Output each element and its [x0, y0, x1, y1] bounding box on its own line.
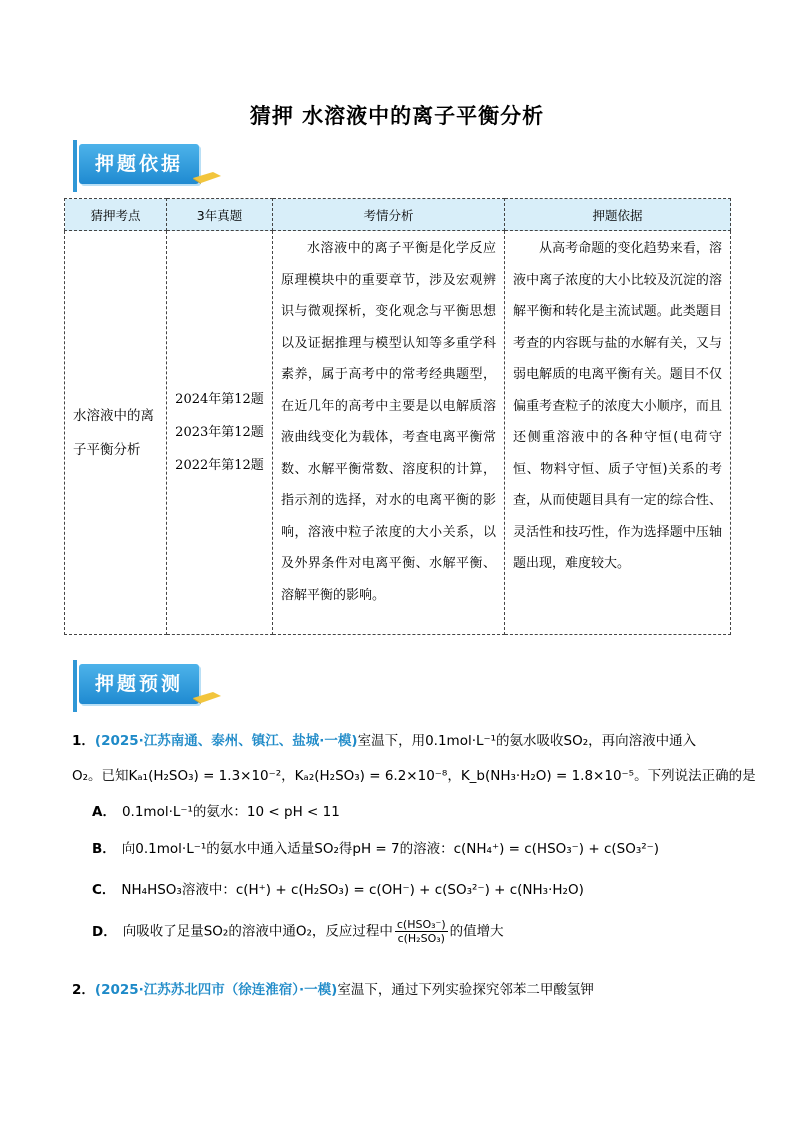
question-1-stem-cont: O₂。已知Kₐ₁(H₂SO₃) = 1.3×10⁻²，Kₐ₂(H₂SO₃) = 6.2×10⁻⁸，K_b(NH₃·H₂O) = 1.8×10⁻⁵。下列说法正确的是: [72, 768, 756, 784]
question-source: (2025·江苏南通、泰州、镇江、盐城·一模): [94, 733, 358, 749]
question-source: (2025·江苏苏北四市（徐连淮宿）·一模): [94, 982, 338, 998]
cell-years: [167, 231, 273, 635]
question-text: 室温下，通过下列实验探究邻苯二甲酸氢钾: [337, 982, 594, 998]
page-title: 猜押 水溶液中的离子平衡分析: [249, 104, 545, 128]
fraction: $\frac{\text{c(HSO₃⁻)}}{\text{c(H₂SO₃)}}$: [396, 918, 446, 945]
exam-basis-table: [64, 198, 731, 635]
book-icon: [193, 690, 221, 704]
section-badge-basis: [73, 140, 228, 196]
option-a[interactable]: A． 0.1mol·L⁻¹的氨水：10 < pH < 11: [92, 804, 340, 820]
cell-basis: 从高考命题的变化趋势来看，溶液中离子浓度的大小比较及沉淀的溶解平衡和转化是主流试题。此类题目考查的内容既与盐的水解有关，又与弱电解质的电离平衡有关。题目不仅偏重考查粒子的浓度大小顺序，而且还侧重溶液中的各种守恒(电荷守恒、物料守恒、质子守恒)关系的考查，从而使题目具有一定的综合性、灵活性和技巧性，作为选择题中压轴题出现，难度较大。: [505, 231, 731, 635]
header-analysis: 考情分析: [273, 199, 505, 231]
option-b[interactable]: B． 向0.1mol·L⁻¹的氨水中通入适量SO₂得pH = 7的溶液：c(NH₄⁺) = c(HSO₃⁻) + c(SO₃²⁻): [92, 841, 660, 857]
section-badge-label: 押题预测: [79, 664, 199, 704]
year-item: 2024年第12题: [175, 392, 264, 407]
question-2-stem: [72, 978, 594, 998]
section-badge-prediction: [73, 660, 228, 716]
option-d[interactable]: D． 向吸收了足量SO₂的溶液中通O₂，反应过程中 $\frac{\text{c(HSO₃⁻)}}{\text{c(H₂SO₃)}}$ 的值增大: [92, 918, 504, 945]
question-number: 1．: [72, 733, 95, 749]
year-item: 2022年第12题: [175, 458, 264, 473]
header-basis: 押题依据: [505, 199, 731, 231]
cell-topic: 水溶液中的离子平衡分析: [65, 231, 167, 635]
option-c[interactable]: C． NH₄HSO₃溶液中：c(H⁺) + c(H₂SO₃) = c(OH⁻) + c(SO₃²⁻) + c(NH₃·H₂O): [92, 882, 584, 898]
question-1-stem: [72, 729, 696, 749]
section-badge-label: 押题依据: [79, 144, 199, 184]
question-number: 2．: [72, 982, 95, 998]
year-item: 2023年第12题: [175, 425, 264, 440]
question-text: 室温下，用0.1mol·L⁻¹的氨水吸收SO₂，再向溶液中通入: [357, 733, 697, 749]
cell-analysis: 水溶液中的离子平衡是化学反应原理模块中的重要章节，涉及宏观辨识与微观探析，变化观念与平衡思想以及证据推理与模型认知等多重学科素养，属于高考中的常考经典题型，在近几年的高考中主要是以电解质溶液曲线变化为载体，考查电离平衡常数、水解平衡常数、溶度积的计算，指示剂的选择，对水的电离平衡的影响，溶液中粒子浓度的大小关系，以及外界条件对电离平衡、水解平衡、溶解平衡的影响。: [273, 231, 505, 635]
header-years: 3年真题: [167, 199, 273, 231]
book-icon: [193, 170, 221, 184]
header-topic: 猜押考点: [65, 199, 167, 231]
